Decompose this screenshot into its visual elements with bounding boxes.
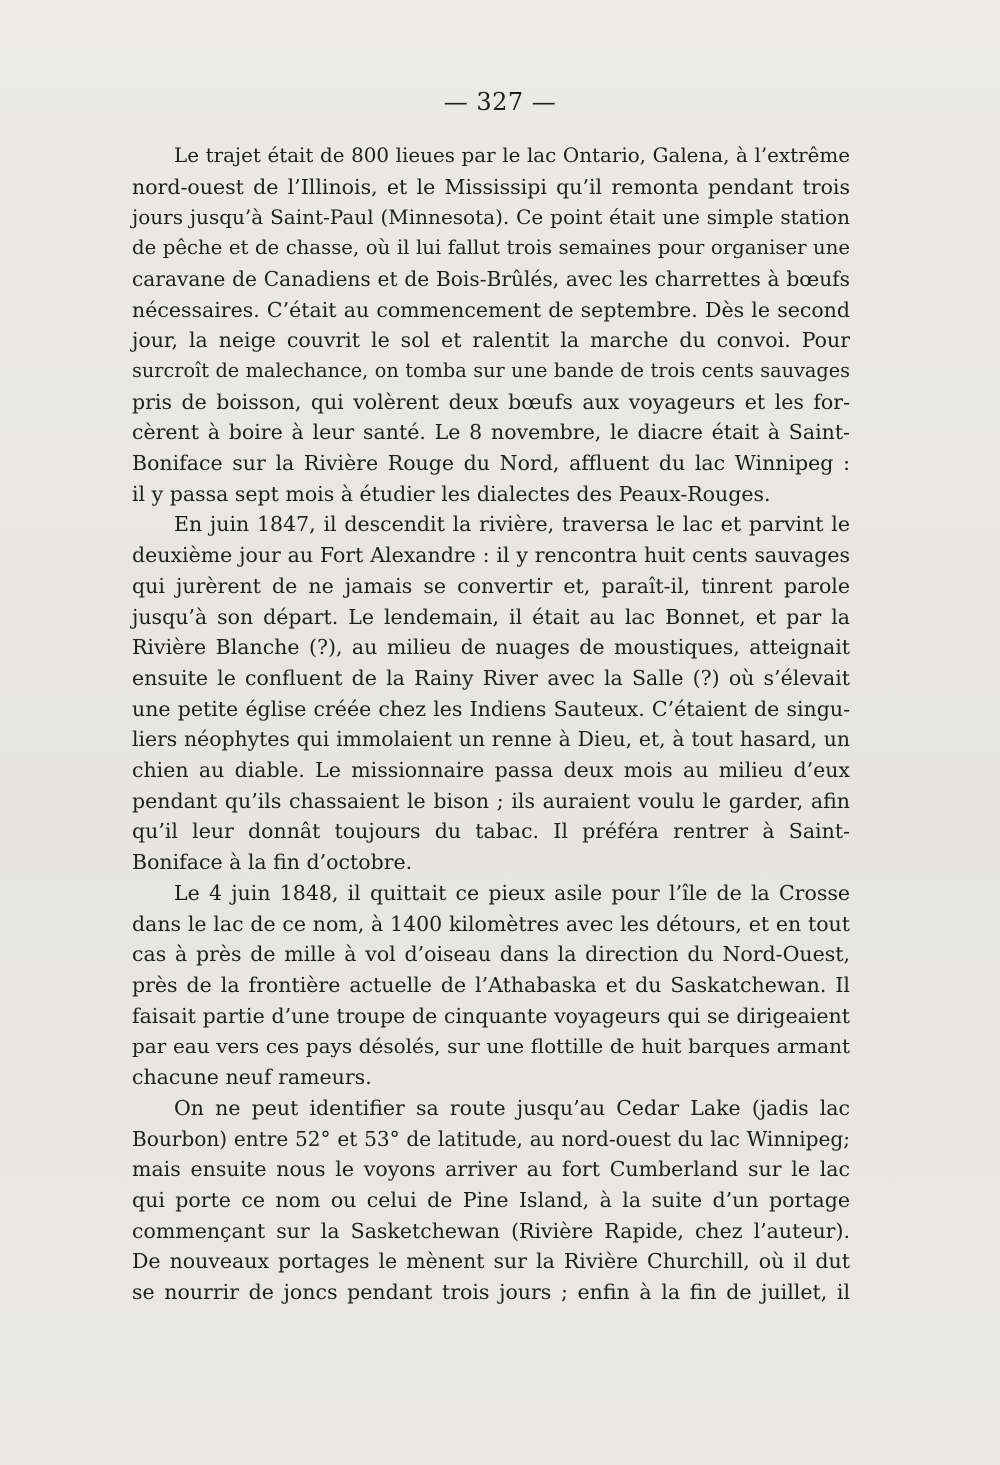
text-line: près de la frontière actuelle de l’Athabaska et du Saskatchewan. Il [132,972,850,997]
text-line: il y passa sept mois à étudier les dialectes des Peaux-Rouges. [132,481,771,506]
text-line: chien au diable. Le missionnaire passa deux mois au milieu d’eux [132,758,850,783]
paragraph-2 [132,509,850,877]
paragraph-1 [132,141,850,509]
text-line: qui jurèrent de ne jamais se convertir et, paraît-il, tinrent parole [132,573,850,598]
text-line: par eau vers ces pays désolés, sur une flottille de huit barques armant [132,1034,850,1059]
text-line: jours jusqu’à Saint-Paul (Minnesota). Ce point était une simple station [132,205,850,230]
text-line: commençant sur la Sasketchewan (Rivière Rapide, chez l’auteur). [132,1218,850,1243]
text-line: Rivière Blanche (?), au milieu de nuages de moustiques, atteignait [132,635,850,660]
text-line: faisait partie d’une troupe de cinquante voyageurs qui se dirigeaient [132,1003,850,1028]
page-number: — 327 — [443,88,557,116]
text-line: pendant qu’ils chassaient le bison ; ils auraient voulu le garder, afin [132,788,850,813]
text-line: jour, la neige couvrit le sol et ralentit la marche du convoi. Pour [132,328,850,353]
text-line: On ne peut identifier sa route jusqu’au Cedar Lake (jadis lac [174,1095,850,1120]
text-line: Bourbon) entre 52° et 53° de latitude, au nord-ouest du lac Winnipeg; [132,1126,850,1151]
text-line: de pêche et de chasse, où il lui fallut trois semaines pour organiser une [132,236,850,260]
text-line: Le 4 juin 1848, il quittait ce pieux asile pour l’île de la Crosse [174,880,850,905]
text-line: une petite église créée chez les Indiens Sauteux. C’étaient de singu- [132,696,850,721]
text-line: cèrent à boire à leur santé. Le 8 novembre, le diacre était à Saint- [132,420,850,445]
text-line: surcroît de malechance, on tomba sur une bande de trois cents sauvages [132,358,850,382]
text-line: chacune neuf rameurs. [132,1065,372,1090]
text-line: ensuite le confluent de la Rainy River avec la Salle (?) où s’élevait [132,665,850,690]
text-line: De nouveaux portages le mènent sur la Rivière Churchill, où il dut [132,1249,850,1274]
text-line: Boniface à la fin d’octobre. [132,850,413,875]
text-line: qui porte ce nom ou celui de Pine Island, à la suite d’un portage [132,1187,850,1212]
text-line: Le trajet était de 800 lieues par le lac Ontario, Galena, à l’extrême [174,144,850,167]
text-line: nécessaires. C’était au commencement de septembre. Dès le second [132,297,850,322]
text-line: caravane de Canadiens et de Bois-Brûlés, avec les charrettes à bœufs [132,266,850,291]
text-line: dans le lac de ce nom, à 1400 kilomètres avec les détours, et en tout [132,911,850,936]
text-line: qu’il leur donnât toujours du tabac. Il préféra rentrer à Saint- [132,819,850,844]
text-line: mais ensuite nous le voyons arriver au fort Cumberland sur le lac [132,1157,850,1182]
text-line: En juin 1847, il descendit la rivière, traversa le lac et parvint le [174,512,850,537]
text-line: pris de boisson, qui volèrent deux bœufs aux voyageurs et les for- [132,389,850,414]
text-line: Boniface sur la Rivière Rouge du Nord, affluent du lac Winnipeg : [132,451,850,476]
paragraph-3 [132,878,850,1093]
text-line: nord-ouest de l’Illinois, et le Mississipi qu’il remonta pendant trois [132,174,850,199]
text-line: jusqu’à son départ. Le lendemain, il était au lac Bonnet, et par la [132,604,850,629]
text-line: se nourrir de joncs pendant trois jours ; enfin à la fin de juillet, il [132,1280,850,1305]
text-line: liers néophytes qui immolaient un renne à Dieu, et, à tout hasard, un [132,727,850,752]
text-line: deuxième jour au Fort Alexandre : il y rencontra huit cents sauvages [132,543,850,568]
paragraph-4 [132,1093,850,1308]
text-line: cas à près de mille à vol d’oiseau dans la direction du Nord-Ouest, [132,942,850,967]
body-text [132,141,850,1308]
